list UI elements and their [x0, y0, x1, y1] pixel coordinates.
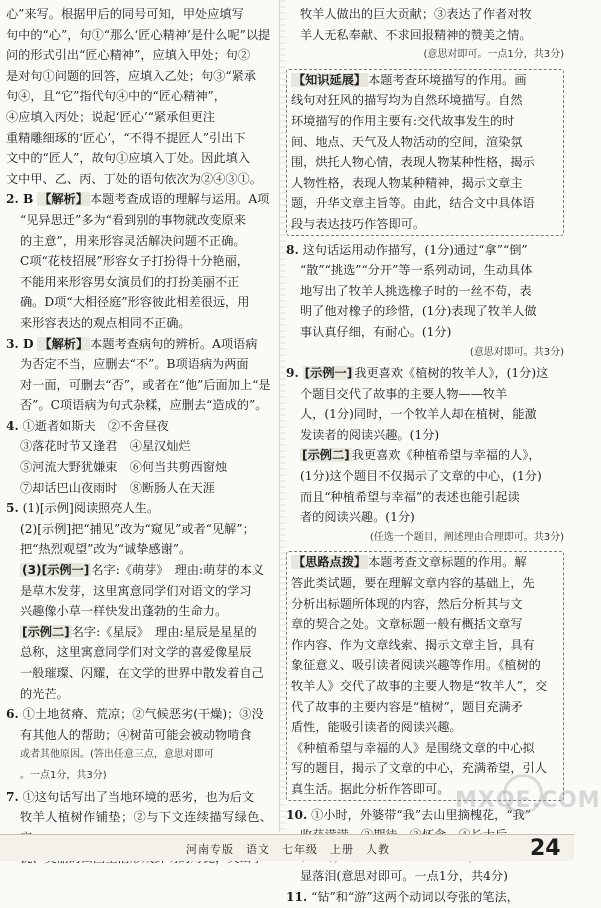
text-line: 是草木发芽，这里寓意同学们对语文的学习: [20, 583, 252, 598]
text-line: 我更喜欢《种植希望与幸福的人》，: [351, 448, 541, 463]
left-column: [6, 4, 272, 869]
text-line: “钻”和“游”这两个动词以夸张的笔法，: [311, 889, 519, 904]
text-line: 段与表达技巧作答即可。: [291, 216, 426, 231]
answer-row: [291, 552, 559, 573]
question-number: 4.: [6, 418, 19, 433]
question-number: 3. D: [6, 336, 34, 351]
text-line: (2)[示例]把“捕见”改为“窥见”或者“见解”；: [20, 521, 255, 536]
page-number: 24: [530, 836, 561, 861]
answer-row: [6, 478, 272, 499]
text-line: 答此类试题，要在理解文章内容的基础上，先: [291, 576, 535, 591]
text-line: 显落泪(意思对即可。一点1分，共4分): [300, 869, 508, 884]
score-note: 。一点1分，共3分): [20, 769, 107, 781]
answer-row: [291, 70, 559, 91]
text-line: 句中的“心”，句①“那么‘匠心精神’是什么呢”以提: [6, 27, 271, 42]
answer-7: [6, 787, 272, 808]
text-line: 重精雕细琢的‘匠心’，“不得不提匠人”引出下: [6, 130, 246, 145]
text-line: 发读者的阅读兴趣。(1分): [300, 427, 440, 442]
text-line: 来形容表达的观点相同不正确。: [20, 315, 191, 330]
example-tag: [示例二]: [22, 624, 70, 639]
text-line: ①这句话写出了当地环境的恶劣，也为后文: [22, 789, 255, 804]
text-line: 不能用来形容男女演员们的打扮美丽不正: [20, 274, 240, 289]
text-line: 分析出标题所体现的内容，然后分析其与文: [291, 596, 523, 611]
right-column: [286, 4, 601, 908]
score-note: (任选一个题目，阐述理由合理即可。共3分): [369, 531, 564, 543]
answer-9: [286, 363, 564, 384]
text-line: 本题考查文章标题的作用。解: [368, 555, 527, 570]
text-line: 兴趣像小草一样快发出蓬勃的生命力。: [20, 604, 228, 619]
score-note: (意思对即可。一点1分，共3分): [423, 49, 564, 61]
text-line: ①土地贫瘠、荒凉；②气候恶劣(干燥)；③没: [22, 707, 264, 722]
thinking-tip-box: [286, 551, 564, 800]
answer-row: [6, 622, 272, 643]
poem-line: ⑧断肠人在天涯: [129, 480, 215, 495]
question-number: 10.: [286, 807, 308, 822]
poem-line: ⑤河流大野犹嫌束: [20, 460, 118, 475]
answer-row: [6, 457, 272, 478]
text-line: 代了故事的主要内容是“植树”，题目充满矛: [291, 699, 523, 714]
answer-row: [286, 445, 564, 466]
watermark-text: MXQE.COM: [455, 788, 601, 813]
text-line: 个题目交代了故事的主要人物——牧羊: [300, 386, 508, 401]
answer-3: [6, 334, 272, 355]
text-line: 人，(1分)同时，一个牧羊人却在植树，能激: [300, 407, 537, 422]
text-line: 有其他人的帮助；④树苗可能会被动物啃食: [20, 727, 252, 742]
analysis-tag: 【解析】: [39, 192, 88, 207]
knowledge-extension-box: [286, 69, 564, 236]
text-line: 而且“种植希望与幸福”的表述也能引起读: [300, 489, 520, 504]
example-tag: [示例二]: [302, 448, 350, 463]
question-number: 5.: [6, 501, 19, 516]
text-line: ①小时，外婆带“我”去山里摘槐花，“我”: [311, 807, 532, 822]
example-tag: (3)[示例一]: [22, 563, 90, 578]
text-line: 真生活。据此分析作答即可。: [291, 781, 450, 796]
footer-edition-info: 河南专版 语文 七年级 上册 人教: [186, 843, 390, 856]
thinking-tip-tag: 【思路点拨】: [293, 555, 367, 570]
text-line: 句④，且“它”指代句④中的“匠心精神”，: [6, 89, 226, 104]
text-line: 明了他对橡子的珍惜，(1分)表现了牧羊人做: [300, 304, 537, 319]
poem-line: ①逝者如斯夫: [22, 418, 96, 433]
text-line: 牧羊人植树作铺垫；②与下文连续描写绿色、: [20, 810, 272, 825]
text-line: 否”。C项语病为句式杂糅，应删去“造成的”。: [20, 398, 268, 413]
poem-line: ⑦却话巴山夜雨时: [20, 480, 118, 495]
text-line: 为否定不当，应删去“不”。B项语病为两面: [20, 357, 249, 372]
answer-row: [6, 560, 272, 581]
text-line: 的光芒。: [20, 686, 69, 701]
page-footer: [0, 834, 574, 861]
text-line: 环境描写的作用主要有:交代故事发生的时: [291, 113, 515, 128]
text-line: 是对句①问题的回答，应填入乙处；句③“紧承: [6, 68, 256, 83]
poem-line: ⑥何当共剪西窗烛: [129, 460, 228, 475]
text-line: 作内容、作为文章线索、揭示文章主旨，具有: [291, 637, 535, 652]
knowledge-extension-tag: 【知识延展】: [293, 72, 367, 87]
question-number: 2. B: [6, 192, 34, 207]
text-line: (1)[示例]阅读照亮人生。: [22, 501, 160, 516]
text-line: 写的题目，揭示了文章的中心，充满希望，引人: [291, 761, 547, 776]
text-line: 牧羊人》交代了故事的主要人物是“牧羊人”，交: [291, 679, 548, 693]
text-line: 确。D项“大相径庭”形容彼此相差很远，用: [20, 295, 250, 310]
text-line: 对一面，可删去“否”，或者在“他”后面加上“是: [20, 377, 271, 392]
text-line: 围，烘托人物心情，表现人物某种性格，揭示: [291, 155, 535, 170]
answer-2: [6, 189, 272, 210]
score-note: 或者其他原因。(答出任意三点，意思对即可: [20, 749, 214, 761]
text-line: 把“热烈观望”改为“诚挚感谢”。: [20, 542, 192, 557]
question-number: 6.: [6, 707, 19, 722]
text-line: 盾性，能吸引读者的阅读兴趣。: [291, 720, 462, 735]
text-line: 地写出了牧羊人挑选橡子时的一丝不苟，表: [300, 283, 532, 298]
text-line: 总称，这里寓意同学们对文学的喜爱像星辰: [20, 645, 252, 660]
poem-line: ③落花时节又逢君: [20, 439, 118, 454]
answer-8: [286, 240, 564, 261]
text-line: (1分)这个题目不仅揭示了文章的中心，(1分): [300, 469, 542, 484]
question-number: 11.: [286, 889, 308, 904]
text-line: 题，升华文章主旨等。由此，结合文中具体语: [291, 196, 535, 211]
text-line: C项“花枝招展”形容女子打扮得十分艳丽，: [20, 254, 249, 269]
text-line: 问的形式引出“匠心精神”，应填入甲处；句②: [6, 48, 251, 63]
text-line: 人物性格，表现人物某种精神，揭示文章主: [291, 175, 523, 190]
text-line: 《种植希望与幸福的人》是围绕文章的中心拟: [291, 740, 535, 755]
text-line: 的主意”，用来形容灵活解决问题不正确。: [20, 233, 246, 248]
question-number: 8.: [286, 242, 299, 257]
answer-4: [6, 416, 272, 437]
text-line: “散”“挑选”“分开”等一系列动词，生动具体: [300, 263, 533, 278]
text-line: ④应填入丙处；说起‘匠心’“紧承但更注: [6, 109, 215, 124]
text-line: 心”来写。根据甲后的同号可知，甲处应填写: [6, 7, 244, 21]
text-line: 本题考查病句的辨析。A项语病: [90, 336, 258, 351]
text-line: 名字:《萌芽》 理由:萌芽的本义: [91, 563, 265, 578]
answer-11: [286, 887, 564, 908]
text-line: 牧羊人做出的巨大贡献；③表达了作者对牧: [300, 7, 532, 21]
analysis-tag: 【解析】: [39, 336, 89, 351]
text-line: 羊人无私奉献、不求回报精神的赞美之情。: [300, 27, 532, 42]
score-note: (意思对即可。共3分): [469, 346, 564, 358]
example-tag: [示例一]: [304, 366, 353, 381]
text-line: 事认真仔细，有耐心。(1分): [300, 324, 452, 339]
question-number: 9.: [286, 366, 299, 381]
text-line: “见异思迁”多为“看到别的事物就改变原来: [20, 212, 246, 227]
text-line: 线句对狂风的描写均为自然环境描写。自然: [291, 93, 523, 108]
text-line: 文中的“匠人”，故句①应填入丁处。因此填入: [6, 151, 251, 166]
text-line: 这句话运用动作描写，(1分)通过“拿”“倒”: [302, 242, 528, 257]
answer-5: [6, 498, 272, 519]
answer-row: [6, 436, 272, 457]
poem-line: ④星汉灿烂: [129, 439, 191, 454]
text-line: 本题考查环境描写的作用。画: [368, 72, 527, 87]
question-number: 7.: [6, 789, 19, 804]
answer-6: [6, 704, 272, 725]
text-line: 象征意义、吸引读者阅读兴趣等作用。《植树的: [291, 658, 541, 673]
text-line: 本题考查成语的理解与运用。A项: [89, 192, 270, 207]
text-line: 间、地点、天气及人物活动的空间，渲染氛: [291, 134, 523, 149]
text-line: 文中甲、乙、丙、丁处的语句依次为②④③①。: [6, 171, 262, 186]
text-line: 者的阅读兴趣。(1分): [300, 510, 415, 525]
text-line: 我更喜欢《植树的牧羊人》，(1分)这: [354, 366, 549, 381]
poem-line: ②不舍昼夜: [107, 418, 169, 433]
text-line: 名字:《星辰》 理由:星辰是星星的: [71, 624, 257, 639]
text-line: 章的契合之处。文章标题一般有概括文章写: [291, 617, 523, 632]
text-line: 一般璀璨、闪耀，在文学的世界中散发着自己: [20, 666, 264, 680]
